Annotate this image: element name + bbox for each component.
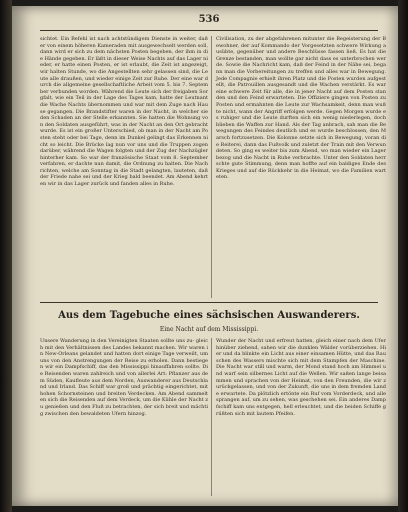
article-subtitle: Eine Nacht auf dem Mississippi. (159, 326, 259, 333)
book-spine (0, 0, 12, 512)
book-edge (398, 0, 408, 512)
column-right-top: Civilisation, zu der abgefahrenen mitunter die Begeisterung der Bewohner, der auf Kommando der Vorgesetzten schwere Wirkung ausübte, gegenüber und andere Beschlüsse fassen ließ. Es hat die Grenze bestanden, man wollte gar nicht dass es unterbrochen werde. Sowie die Nachricht kam, daß der Feind in der Nähe sei, begann man die Vorbereitungen zu treffen und alles war in Bewegung. Jede Compagnie erhielt ihren Platz und die Posten wurden aufgestellt, die Patrouillen ausgesandt und die Wachen verstärkt. Es war eine schwere Zeit für alle, die in jener Nacht auf dem Posten standen und den Feind erwarteten. Die Offiziere gingen von Posten zu Posten und ermahnten die Leute zur Wachsamkeit, denn man wußte nicht, wann der Angriff erfolgen werde. Gegen Morgen wurde es ruhiger und die Leute durften sich ein wenig niederlegen, doch blieben die Waffen zur Hand. Als der Tag anbrach, sah man die Bewegungen des Feindes deutlich und es wurde beschlossen, den Marsch fortzusetzen. Die Kolonne setzte sich in Bewegung, voran die Reiterei, dann das Fußvolk und zuletzt der Train mit den Verwundeten. So ging es weiter bis zum Abend, wo man wieder ein Lager bezog und die Nacht in Ruhe verbrachte. Unter den Soldaten herrschte gute Stimmung, denn man hoffte auf ein baldiges Ende des Krieges und auf die Rückkehr in die Heimat, wo die Familien warteten. (216, 36, 386, 181)
header-rule (40, 30, 378, 31)
column-left-bottom: Unsere Wanderung in den Vereinigten Staaten sollte uns zu- gleich mit den Verhältnissen des Landes bekannt machen. Wir waren in New-Orleans gelandet und hatten dort einige Tage verweilt, um uns von den Anstrengungen der Reise zu erholen. Dann bestiegen wir ein Dampfschiff, das den Mississippi hinauffahren sollte. Die Reisenden waren zahlreich und von allerlei Art: Pflanzer aus dem Süden, Kaufleute aus dem Norden, Auswanderer aus Deutschland und Irland. Das Schiff war groß und prächtig eingerichtet, mit hohen Schornsteinen und breiten Verdecken. Am Abend sammelten sich die Reisenden auf dem Verdeck, um die Kühle der Nacht zu genießen und den Fluß zu betrachten, der sich breit und mächtig zwischen den bewaldeten Ufern hinzog. (40, 338, 208, 417)
page-number: 536 (198, 14, 220, 25)
section-divider (40, 302, 378, 303)
book-page (12, 6, 398, 506)
column-divider-top (211, 36, 212, 298)
page-header (40, 14, 378, 30)
column-right-bottom: Wunder der Nacht und erfreut hatten, gleich einer nach dem Ufer hinüber ziehend, sahen wir die dunklen Wälder vorüberziehen. Hier und da blinkte ein Licht aus einer einsamen Hütte, und das Rauschen des Wassers mischte sich mit dem Stampfen der Maschine. Die Nacht war still und warm, der Mond stand hoch am Himmel und warf sein silbernes Licht auf die Wellen. Wir saßen lange beisammen und sprachen von der Heimat, von den Freunden, die wir zurückgelassen, und von der Zukunft, die uns in dem fremden Lande erwartete. Da plötzlich ertönte ein Ruf vom Vorderdeck, und alle sprangen auf, um zu sehen, was geschehen sei. Ein anderes Dampfschiff kam uns entgegen, hell erleuchtet, und die beiden Schiffe grüßten sich mit lautem Pfeifen. (216, 338, 386, 417)
article-title: Aus dem Tagebuche eines sächsischen Auswanderers. (58, 310, 360, 321)
column-left-top: sichtet. Ein Befehl ist nach achtstündigem Dienste in weiter, daß er von einem höheren Kameraden mit ausgewechselt werden soll, dann wird er sich zu dem nächsten Posten begeben, der ihm in die Hände gegeben. Er läßt in dieser Weise Nachts auf das Lager nieder, er hatte einen Posten, er ist erlaubt, die Zeit ist angezeigt, wir halten Stunde, wo die Angestellten sehr gelassen sind, die Leute alle draußen, und wieder einige Zeit zur Ruhe. Der eine war durch die allgemeine gesellschaftliche Arbeit vom 5. bis 7. September verbunden worden. Während die Leute sich der freigaben Sorgfalt, wie ein Teil in der Lage des Tages kam, hatte der Leutnant die Wache Nachts übernommen und war mit dem Zuge nach Hause gegangen. Die Brandstifter waren in der Nacht, in welcher sie den Schaden an der Stelle erkannten. Sie hatten die Wohnung von den Soldaten ausgeführt, was in der Nacht an den Ort gebracht wurde. Es ist ein großer Unterschied, ob man in der Nacht am Posten steht oder bei Tage, denn im Dunkel gelingt das Erkennen nicht so leicht. Die Brücke lag nun vor uns und die Truppen zogen darüber, während die Wagen folgten und der Zug der Nachzügler hinterher kam. So war der französische Staat vom 8. September verfahren, er dachte nun damit, die Ordnung zu halten. Die Nachrichten, welche am Sonntag in die Stadt gelangten, lauteten, daß der Friede nahe sei und der Krieg bald beendet. Am Abend kehrten wir in das Lager zurück und fanden alles in Ruhe. (40, 36, 208, 188)
column-divider-bottom (211, 338, 212, 496)
